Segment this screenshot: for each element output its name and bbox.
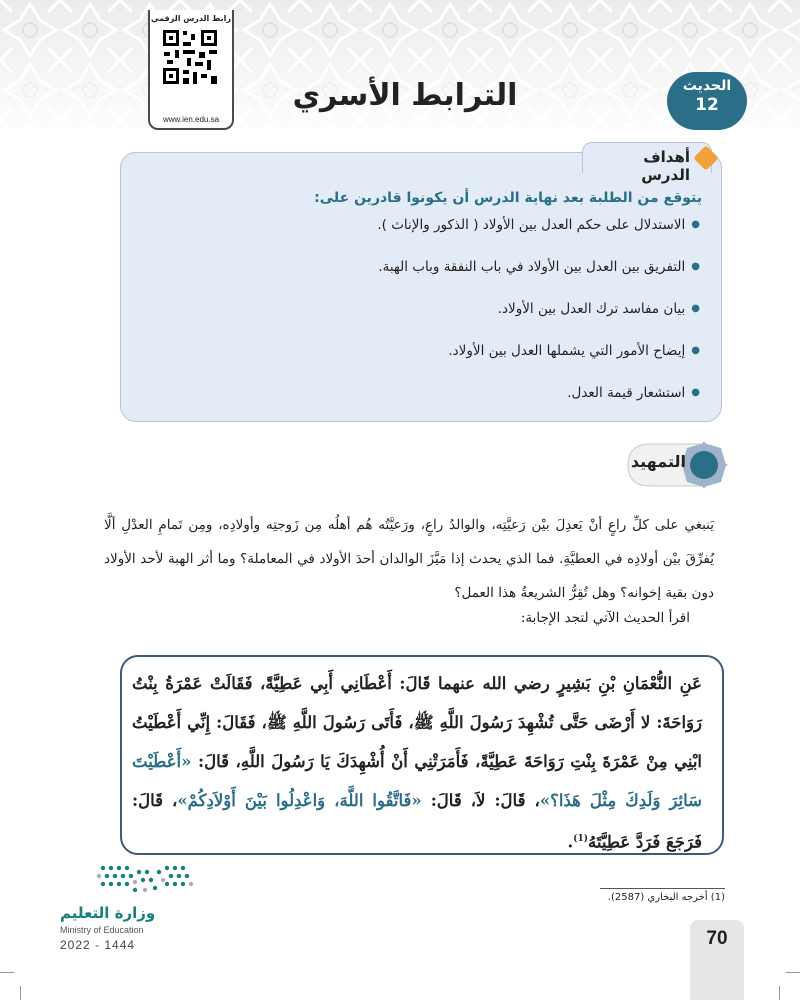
qr-code-icon[interactable]: [161, 28, 219, 86]
prophet-quote: «فَاتَّقُوا اللَّهَ، وَاعْدِلُوا بَيْنَ أَوْلاَدِكُمْ»: [177, 791, 422, 810]
crop-mark: [0, 972, 14, 973]
hadith-part: ، قَالَ: لاَ، قَالَ:: [421, 791, 540, 810]
footnote-divider: [600, 888, 725, 889]
hadith-part: ، قَالَ: فَرَجَعَ فَرَدَّ عَطِيَّتَهُ: [132, 791, 702, 852]
crop-mark: [779, 986, 780, 1000]
crop-mark: [20, 986, 21, 1000]
footnote-marker[interactable]: (1): [573, 834, 588, 844]
objective-item: ● استشعار قيمة العدل.: [140, 380, 700, 422]
objectives-title: أهداف الدرس: [641, 148, 690, 184]
edition-year: 2022 - 1444: [60, 938, 136, 952]
intro-paragraph: يَنبغي على كلِّ راعٍ أنْ يَعدِلَ بيْن رَعيَّتِه، والوالدُ راعٍ، ورَعيَّتُه هُم أهلُه مِن زَوجتِه وأولادِه، ومِن تَمامِ العدْلِ ألَّا يُفرِّقَ بيْن أولادِه في العطيَّةِ. فما الذي يحدث إذا مَيَّزَ الوالدان أحدَ الأولاد في المعاملة؟ وما أثر الهبة لأحد الأولاد دون بقية إخوانه؟ وهل تُقِرُّ الشريعةُ هذا العمل؟: [104, 517, 714, 601]
qr-url[interactable]: www.ien.edu.sa: [162, 115, 220, 124]
read-prompt: اقرأ الحديث الآتي لتجد الإجابة:: [520, 610, 690, 626]
hadith-text: [132, 664, 702, 862]
intro-title: التمهيد: [630, 452, 686, 471]
ministry-name-ar: وزارة التعليم: [60, 904, 156, 922]
badge-number: 12: [695, 95, 719, 115]
objective-item: ● إيضاح الأمور التي يشملها العدل بين الأولاد.: [140, 338, 700, 380]
objective-item: ● التفريق بين العدل بين الأولاد في باب النفقة وباب الهبة.: [140, 254, 700, 296]
objectives-intro: يتوقع من الطلبة بعد نهاية الدرس أن يكونوا قادرين على:: [314, 190, 702, 206]
ministry-name-en: Ministry of Education: [60, 925, 144, 935]
qr-label: رابط الدرس الرقمي: [151, 14, 231, 23]
hadith-part: عَنِ النُّعْمَانِ بْنِ بَشِيرٍ رضي الله عنهما قَالَ: أَعْطَانِي أَبِي عَطِيَّةً، فَقَالَتْ عَمْرَةُ بِنْتُ رَوَاحَةَ: لا أَرْضَى حَتَّى تُشْهِدَ رَسُولَ اللَّهِ ﷺ، فَأَتَى رَسُولَ اللَّهِ ﷺ، فَقَالَ: إِنِّي أَعْطَيْتُ ابْنِي مِنْ عَمْرَةَ بِنْتِ رَوَاحَةَ عَطِيَّةً، فَأَمَرَتْنِي أَنْ أُشْهِدَكَ يَا رَسُولَ اللَّهِ، قَالَ:: [132, 674, 702, 771]
ministry-logo-icon: [95, 862, 195, 900]
objective-item: ● الاستدلال على حكم العدل بين الأولاد ( الذكور والإناث ).: [140, 212, 700, 254]
badge-label: الحديث: [682, 78, 732, 94]
objective-item: ● بيان مفاسد ترك العدل بين الأولاد.: [140, 296, 700, 338]
hadith-ending: .: [567, 832, 574, 852]
octagon-star-icon: [680, 441, 728, 489]
footnote: (1) أخرجه البخاري (2587).: [607, 892, 725, 903]
crop-mark: [786, 972, 800, 973]
prophet-quote: «أَعْطَيْتَ سَائِرَ وَلَدِكَ مِثْلَ هَذَا؟»: [132, 752, 702, 810]
lesson-title: الترابط الأسري: [292, 78, 518, 113]
page-number: 70: [706, 928, 728, 949]
hadith-number-badge: [667, 72, 747, 130]
objectives-list: [140, 212, 700, 422]
qr-card[interactable]: [148, 10, 234, 130]
